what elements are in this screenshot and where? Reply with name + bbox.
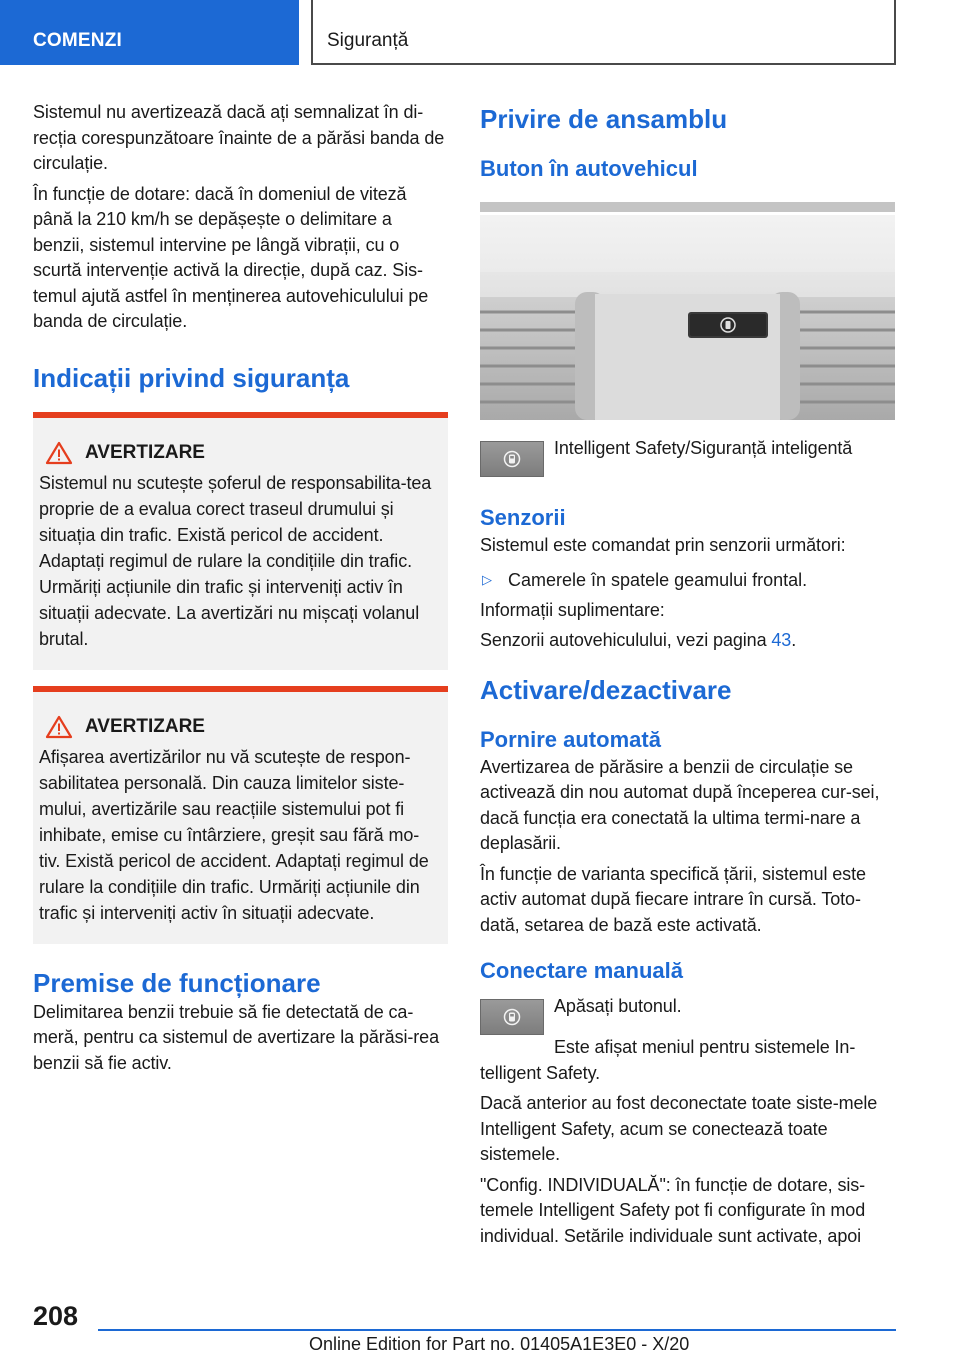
- manual-paragraph-3: "Config. INDIVIDUALĂ": în funcție de dotare, sis-temele Intelligent Safety pot fi configurate în mod individual. Setările individuale sunt activate, apoi: [480, 1174, 866, 1246]
- bullet-arrow-icon: ▷: [482, 571, 492, 587]
- section-header: [311, 0, 896, 65]
- sensors-intro: Sistemul este comandat prin senzorii următori:: [480, 535, 846, 555]
- warning-text-2: Afișarea avertizărilor nu vă scutește de respon-sabilitatea personală. Din cauza limitelor siste-mului, avertizările sau reacțiile sistemului pot fi inhibate, emise cu întârziere, greșit sau fără mo-tiv. Există pericol de accident. Adaptați regimul de rulare la condițiile din trafic. Urmăriți acțiunile din trafic și interveniți activ în situații adecvate.: [39, 746, 429, 923]
- dashboard-button-photo: [480, 202, 895, 420]
- manual-menu-shown: Este afișat meniul pentru sistemele In-telligent Safety.: [480, 1037, 856, 1083]
- warning-triangle-icon: [45, 715, 73, 739]
- paragraph-lane-detection: Delimitarea benzii trebuie să fie detectată de ca-meră, pentru ca sistemul de avertizare la părăsi-rea benzii să fie activ.: [33, 1001, 439, 1073]
- intelligent-safety-icon: [503, 1007, 521, 1027]
- button-caption: Intelligent Safety/Siguranță inteligentă: [554, 438, 853, 458]
- section-title: Siguranță: [327, 30, 409, 51]
- warning-text-1: Sistemul nu scutește șoferul de responsabilita-tea proprie de a evalua corect traseul drumului și situația din trafic. Există pericol de accident. Adaptați regimul de rulare la condițiile din trafic. Urmăriți acțiunile din trafic și interveniți activ în situații adecvate. La avertizări nu mișcați volanul brutal.: [39, 472, 432, 649]
- intelligent-safety-button[interactable]: [480, 999, 544, 1035]
- footer-divider: [98, 1329, 896, 1331]
- warning-box-2: [33, 686, 448, 944]
- heading-activation: Activare/dezactivare: [480, 674, 732, 705]
- warning-box-1: [33, 412, 448, 670]
- heading-manual-switch-on: Conectare manuală: [480, 958, 683, 983]
- sensors-list: [480, 567, 898, 593]
- warning-triangle-icon: [45, 441, 73, 465]
- warning-label: AVERTIZARE: [85, 715, 205, 737]
- intelligent-safety-button[interactable]: [480, 441, 544, 477]
- page-link[interactable]: 43: [771, 630, 792, 650]
- warning-label: AVERTIZARE: [85, 441, 205, 463]
- auto-start-paragraph-1: Avertizarea de părăsire a benzii de circulație se activează din nou automat după începerea cur-sei, dacă funcția era conectată la ultima termi-nare a deplasării.: [480, 756, 880, 853]
- right-column: [480, 100, 898, 1254]
- paragraph-steering-intervention: În funcție de dotare: dacă în domeniul de viteză până la 210 km/h se depășește o delimitare a benzii, sistemul intervine pe lângă vibrații, cu o scurtă intervenție activă la direcție, după caz. Sis-temul ajută astfel în menținerea autovehiculului pe banda de circulație.: [33, 183, 429, 331]
- more-info-label: Informații suplimentare:: [480, 599, 665, 620]
- chapter-tab[interactable]: [0, 0, 299, 65]
- heading-overview: Privire de ansamblu: [480, 104, 728, 134]
- left-column: [33, 100, 448, 1081]
- heading-prerequisites: Premise de funcționare: [33, 967, 321, 998]
- page-number: 208: [33, 1301, 79, 1331]
- paragraph-no-warning-signal: Sistemul nu avertizează dacă ați semnalizat în di-recția corespunzătoare înainte de a părăsi banda de circulație.: [33, 102, 445, 173]
- auto-start-paragraph-2: În funcție de varianta specifică țării, sistemul este activ automat după fiecare intrare în cursă. Toto-dată, setarea de bază este activată.: [480, 863, 866, 935]
- manual-press-instruction: Apăsați butonul.: [554, 996, 682, 1016]
- manual-paragraph-2: Dacă anterior au fost deconectate toate siste-mele Intelligent Safety, acum se conectează toate sistemele.: [480, 1093, 878, 1164]
- footer-edition: Online Edition for Part no. 01405A1E3E0 - X/20: [309, 1334, 690, 1354]
- heading-auto-start: Pornire automată: [480, 726, 661, 752]
- sensors-reference: Senzorii autovehiculului, vezi pagina 43.: [480, 630, 797, 650]
- heading-safety-notes: Indicații privind siguranța: [33, 362, 350, 393]
- chapter-tab-label: COMENZI: [33, 30, 123, 51]
- heading-button-in-vehicle: Buton în autovehicul: [480, 156, 698, 181]
- list-item: ▷ Camerele în spatele geamului frontal.: [480, 567, 898, 593]
- intelligent-safety-icon: [503, 449, 521, 469]
- heading-sensors: Senzorii: [480, 505, 566, 530]
